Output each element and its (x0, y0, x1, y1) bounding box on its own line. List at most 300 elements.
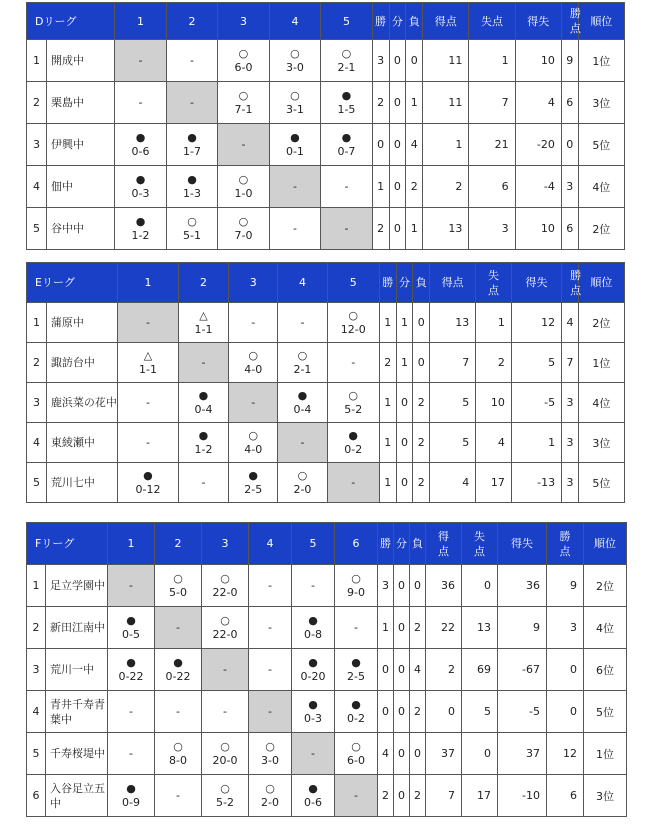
match-score: 1-5 (337, 102, 356, 116)
match-score: - (176, 704, 180, 718)
stat-points: 3 (562, 383, 579, 423)
stat-goals-against: 69 (462, 649, 498, 691)
stat-losses: 0 (410, 565, 426, 607)
stat-rank: 5位 (584, 691, 627, 733)
team-number: 1 (27, 565, 46, 607)
team-row (27, 124, 625, 166)
match-result-cell (108, 607, 155, 649)
match-result-cell (269, 208, 320, 250)
match-result-cell (218, 82, 269, 124)
match-result-cell (292, 649, 335, 691)
result-mark: ○ (290, 88, 300, 102)
result-mark: ○ (220, 571, 230, 585)
match-result-cell (327, 423, 379, 463)
match-result-cell (166, 40, 217, 82)
stat-points: 3 (562, 463, 579, 503)
match-score: 5-2 (344, 402, 363, 416)
team-row (27, 383, 625, 423)
stat-column-header: 得失 (511, 263, 561, 303)
match-result-cell (292, 691, 335, 733)
match-result-cell (218, 166, 269, 208)
stat-column-header: 負 (413, 263, 430, 303)
league-table (26, 522, 627, 817)
stat-losses: 0 (410, 733, 426, 775)
stat-goal-difference: -10 (498, 775, 547, 817)
stat-points: 0 (547, 649, 584, 691)
stat-goals-against: 0 (462, 565, 498, 607)
match-score: 2-0 (293, 482, 312, 496)
match-score: 1-1 (138, 362, 157, 376)
stat-goals-for: 1 (423, 124, 469, 166)
match-result-cell (278, 303, 327, 343)
match-score: 12-0 (340, 322, 366, 336)
match-result-cell (202, 607, 249, 649)
match-score: - (223, 704, 227, 718)
stat-goal-difference: -20 (515, 124, 561, 166)
match-result-cell (335, 649, 378, 691)
match-result-cell (229, 423, 278, 463)
match-score: 0-7 (337, 144, 356, 158)
match-result-cell (278, 383, 327, 423)
self-match-cell: - (327, 463, 379, 503)
match-result-cell (321, 40, 372, 82)
self-match-cell: - (108, 565, 155, 607)
stat-goals-against: 6 (469, 166, 515, 208)
result-mark: ● (187, 172, 197, 186)
match-score: 0-12 (135, 482, 161, 496)
stat-column-header: 勝点 (561, 3, 578, 40)
match-score: 2-5 (244, 482, 263, 496)
match-result-cell (108, 775, 155, 817)
self-match-cell: - (229, 383, 278, 423)
stat-goals-against: 5 (462, 691, 498, 733)
match-score: - (176, 788, 180, 802)
team-row (27, 463, 625, 503)
match-score: 22-0 (212, 585, 238, 599)
team-row (27, 649, 627, 691)
result-mark: ○ (187, 214, 197, 228)
stat-goal-difference: -4 (515, 166, 561, 208)
stat-rank: 3位 (578, 423, 624, 463)
stat-goals-for: 4 (430, 463, 476, 503)
result-mark: ● (341, 130, 352, 144)
stat-goal-difference: 10 (515, 208, 561, 250)
stat-wins: 1 (379, 463, 396, 503)
match-score: - (268, 662, 272, 676)
result-mark: ○ (351, 739, 361, 753)
match-score: 5-1 (183, 228, 201, 242)
stat-column-header: 失点 (462, 523, 498, 565)
match-result-cell (269, 40, 320, 82)
stat-column-header: 分 (389, 3, 406, 40)
match-score: 0-2 (344, 442, 363, 456)
match-score: - (190, 53, 194, 67)
result-mark: ○ (290, 46, 300, 60)
result-mark: ○ (238, 88, 249, 102)
stat-goals-for: 2 (426, 649, 462, 691)
result-mark: ● (297, 388, 308, 402)
match-score: - (138, 95, 143, 109)
league-name: Dリーグ (27, 3, 115, 40)
stat-draws: 0 (394, 691, 410, 733)
self-match-cell: - (269, 166, 320, 208)
match-score: 1-7 (183, 144, 201, 158)
opponent-column-header: 2 (155, 523, 202, 565)
match-score: - (354, 620, 358, 634)
result-mark: ○ (238, 214, 249, 228)
match-result-cell (178, 423, 228, 463)
match-score: - (145, 435, 150, 449)
opponent-column-header: 4 (249, 523, 292, 565)
match-score: 22-0 (212, 627, 238, 641)
match-result-cell (178, 463, 228, 503)
match-result-cell (335, 607, 378, 649)
stat-draws: 0 (394, 607, 410, 649)
stat-goal-difference: 9 (498, 607, 547, 649)
team-row (27, 166, 625, 208)
match-score: 2-1 (337, 60, 356, 74)
match-score: - (351, 355, 356, 369)
match-result-cell (229, 463, 278, 503)
match-score: - (251, 315, 256, 329)
opponent-column-header: 5 (292, 523, 335, 565)
stat-wins: 0 (378, 691, 394, 733)
match-result-cell (327, 343, 379, 383)
league-table (26, 262, 625, 503)
stat-losses: 0 (413, 303, 430, 343)
match-result-cell (155, 565, 202, 607)
match-result-cell (292, 775, 335, 817)
match-result-cell (155, 649, 202, 691)
stat-draws: 0 (396, 423, 413, 463)
match-score: - (311, 578, 315, 592)
match-score: 20-0 (212, 753, 238, 767)
team-row (27, 82, 625, 124)
self-match-cell: - (118, 303, 179, 343)
match-result-cell (166, 124, 217, 166)
match-result-cell (155, 733, 202, 775)
match-result-cell (321, 166, 372, 208)
team-name: 栗島中 (46, 82, 114, 124)
match-result-cell (292, 607, 335, 649)
stat-points: 6 (547, 775, 584, 817)
team-number: 6 (27, 775, 46, 817)
result-mark: ● (308, 697, 318, 711)
team-name: 佃中 (46, 166, 114, 208)
team-number: 2 (27, 607, 46, 649)
stat-draws: 0 (394, 775, 410, 817)
team-row (27, 565, 627, 607)
match-score: 0-22 (165, 669, 191, 683)
stat-goals-against: 3 (469, 208, 515, 250)
match-result-cell (269, 82, 320, 124)
stat-goal-difference: 12 (511, 303, 561, 343)
stat-rank: 3位 (584, 775, 627, 817)
self-match-cell: - (166, 82, 217, 124)
match-result-cell (178, 303, 228, 343)
stat-draws: 0 (396, 383, 413, 423)
team-number: 4 (27, 423, 47, 463)
opponent-column-header: 2 (166, 3, 217, 40)
stat-losses: 1 (406, 82, 423, 124)
result-mark: ● (135, 214, 146, 228)
header-row (27, 3, 625, 40)
stat-column-header: 得点 (430, 263, 476, 303)
stat-goals-against: 4 (476, 423, 512, 463)
league-name: Eリーグ (27, 263, 118, 303)
opponent-column-header: 1 (115, 3, 166, 40)
result-mark: ○ (248, 428, 259, 442)
match-score: - (300, 315, 305, 329)
result-mark: ○ (297, 468, 308, 482)
stat-draws: 0 (394, 649, 410, 691)
team-number: 5 (27, 733, 46, 775)
result-mark: ○ (297, 348, 308, 362)
result-mark: ○ (220, 739, 230, 753)
match-result-cell (249, 607, 292, 649)
self-match-cell: - (178, 343, 228, 383)
stat-losses: 4 (406, 124, 423, 166)
result-mark: ● (308, 613, 318, 627)
stat-goals-against: 10 (476, 383, 512, 423)
self-match-cell: - (321, 208, 372, 250)
team-number: 4 (27, 166, 47, 208)
self-match-cell: - (115, 40, 166, 82)
stat-column-header: 得失 (498, 523, 547, 565)
match-score: 1-3 (183, 186, 201, 200)
team-name: 蒲原中 (46, 303, 117, 343)
match-result-cell (249, 565, 292, 607)
match-score: 0-1 (285, 144, 304, 158)
opponent-column-header: 6 (335, 523, 378, 565)
match-result-cell (229, 303, 278, 343)
self-match-cell: - (335, 775, 378, 817)
match-score: 0-8 (304, 627, 322, 641)
result-mark: ● (351, 655, 361, 669)
stat-losses: 0 (413, 343, 430, 383)
stat-goals-against: 21 (469, 124, 515, 166)
stat-rank: 5位 (578, 124, 624, 166)
opponent-column-header: 5 (327, 263, 379, 303)
stat-draws: 0 (394, 733, 410, 775)
match-score: - (292, 221, 297, 235)
team-number: 1 (27, 40, 47, 82)
stat-goal-difference: -13 (511, 463, 561, 503)
match-score: - (268, 620, 272, 634)
result-mark: ○ (173, 739, 183, 753)
team-number: 3 (27, 383, 47, 423)
stat-goals-against: 17 (462, 775, 498, 817)
result-mark: ● (308, 781, 318, 795)
match-result-cell (202, 691, 249, 733)
stat-goals-for: 7 (426, 775, 462, 817)
match-score: - (145, 395, 150, 409)
match-score: 0-22 (118, 669, 144, 683)
stat-column-header: 勝 (372, 3, 389, 40)
match-score: 0-6 (304, 795, 322, 809)
stat-wins: 0 (378, 649, 394, 691)
match-result-cell (115, 82, 166, 124)
match-score: 6-0 (347, 753, 365, 767)
result-mark: ○ (341, 46, 352, 60)
result-mark: ● (173, 655, 183, 669)
result-mark: ○ (351, 571, 361, 585)
match-result-cell (118, 383, 179, 423)
stat-goal-difference: 4 (515, 82, 561, 124)
stat-goal-difference: 10 (515, 40, 561, 82)
stat-goals-for: 2 (423, 166, 469, 208)
match-score: - (268, 578, 272, 592)
match-score: 3-0 (285, 60, 304, 74)
stat-rank: 1位 (578, 40, 624, 82)
match-result-cell (327, 383, 379, 423)
result-mark: ● (290, 130, 300, 144)
stat-column-header: 得点 (423, 3, 469, 40)
match-result-cell (118, 343, 179, 383)
result-mark: ● (308, 655, 318, 669)
stat-goals-against: 0 (462, 733, 498, 775)
stat-points: 0 (561, 124, 578, 166)
stat-column-header: 負 (410, 523, 426, 565)
match-result-cell (292, 565, 335, 607)
result-mark: ● (198, 388, 209, 402)
self-match-cell: - (155, 607, 202, 649)
stat-rank: 2位 (578, 303, 624, 343)
match-result-cell (218, 40, 269, 82)
match-score: 0-2 (347, 711, 365, 725)
header-row (27, 523, 627, 565)
stat-goals-for: 36 (426, 565, 462, 607)
stat-losses: 2 (410, 691, 426, 733)
stat-points: 9 (547, 565, 584, 607)
stat-rank: 4位 (578, 383, 624, 423)
team-row (27, 40, 625, 82)
stat-losses: 0 (406, 40, 423, 82)
stat-column-header: 勝 (379, 263, 396, 303)
result-mark: ○ (238, 172, 249, 186)
stat-rank: 4位 (578, 166, 624, 208)
stat-draws: 0 (394, 565, 410, 607)
match-result-cell (118, 423, 179, 463)
match-score: 0-6 (131, 144, 150, 158)
result-mark: ● (143, 468, 153, 482)
stat-goal-difference: 36 (498, 565, 547, 607)
match-result-cell (108, 649, 155, 691)
stat-goals-for: 5 (430, 423, 476, 463)
stat-rank: 1位 (578, 343, 624, 383)
match-result-cell (118, 463, 179, 503)
stat-goals-for: 11 (423, 82, 469, 124)
result-mark: ● (351, 697, 361, 711)
stat-wins: 2 (372, 208, 389, 250)
match-result-cell (249, 775, 292, 817)
result-mark: ○ (265, 781, 275, 795)
league-table (26, 2, 625, 250)
stat-goals-for: 37 (426, 733, 462, 775)
stat-goal-difference: -67 (498, 649, 547, 691)
opponent-column-header: 3 (229, 263, 278, 303)
match-score: 5-2 (216, 795, 234, 809)
match-score: 0-4 (293, 402, 312, 416)
stat-column-header: 勝点 (562, 263, 579, 303)
result-mark: ● (198, 428, 209, 442)
stat-goals-for: 22 (426, 607, 462, 649)
team-name: 入谷足立五中 (46, 775, 108, 817)
match-score: 1-2 (131, 228, 150, 242)
result-mark: ○ (348, 388, 359, 402)
match-score: 0-4 (194, 402, 213, 416)
self-match-cell: - (202, 649, 249, 691)
team-name: 谷中中 (46, 208, 114, 250)
stat-points: 3 (561, 166, 578, 208)
team-row (27, 208, 625, 250)
team-name: 開成中 (46, 40, 114, 82)
match-score: 3-1 (285, 102, 304, 116)
result-mark: ○ (220, 781, 230, 795)
result-mark: △ (143, 348, 153, 362)
match-score: 5-0 (169, 585, 187, 599)
stat-losses: 1 (406, 208, 423, 250)
match-result-cell (108, 691, 155, 733)
match-score: 2-0 (261, 795, 279, 809)
stat-draws: 1 (396, 303, 413, 343)
stat-goals-against: 2 (476, 343, 512, 383)
stat-losses: 2 (410, 775, 426, 817)
stat-wins: 0 (372, 124, 389, 166)
opponent-column-header: 1 (118, 263, 179, 303)
stat-points: 7 (562, 343, 579, 383)
opponent-column-header: 5 (321, 3, 372, 40)
match-result-cell (202, 565, 249, 607)
stat-column-header: 順位 (578, 263, 624, 303)
match-result-cell (166, 166, 217, 208)
match-result-cell (202, 775, 249, 817)
stat-column-header: 勝 (378, 523, 394, 565)
stat-wins: 1 (379, 303, 396, 343)
stat-goals-against: 1 (476, 303, 512, 343)
match-score: 1-1 (194, 322, 213, 336)
stat-losses: 4 (410, 649, 426, 691)
stat-goal-difference: 37 (498, 733, 547, 775)
match-score: 2-5 (347, 669, 365, 683)
match-result-cell (278, 463, 327, 503)
stat-points: 4 (562, 303, 579, 343)
team-row (27, 607, 627, 649)
match-score: - (129, 746, 133, 760)
match-result-cell (327, 303, 379, 343)
stat-rank: 4位 (584, 607, 627, 649)
match-score: 4-0 (244, 362, 263, 376)
result-mark: △ (199, 308, 208, 322)
result-mark: ○ (173, 571, 183, 585)
stat-points: 6 (561, 208, 578, 250)
self-match-cell: - (218, 124, 269, 166)
stat-wins: 1 (378, 607, 394, 649)
self-match-cell: - (278, 423, 327, 463)
match-score: - (129, 704, 133, 718)
team-number: 5 (27, 463, 47, 503)
match-score: 4-0 (244, 442, 263, 456)
team-row (27, 691, 627, 733)
team-number: 1 (27, 303, 47, 343)
match-result-cell (249, 649, 292, 691)
match-score: - (201, 475, 206, 489)
team-number: 3 (27, 649, 46, 691)
stat-wins: 2 (372, 82, 389, 124)
stat-rank: 3位 (578, 82, 624, 124)
self-match-cell: - (292, 733, 335, 775)
match-score: 1-0 (234, 186, 253, 200)
